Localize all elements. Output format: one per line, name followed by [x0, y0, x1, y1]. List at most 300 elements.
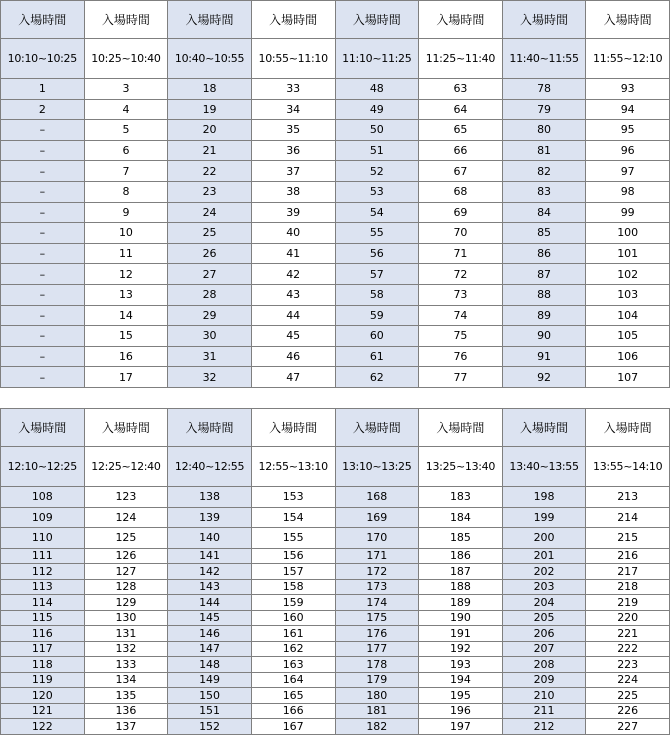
number-cell: 80 — [502, 120, 586, 141]
number-cell: 54 — [335, 202, 419, 223]
number-cell: 37 — [251, 161, 335, 182]
number-cell: – — [1, 140, 85, 161]
number-cell: 65 — [419, 120, 503, 141]
number-cell: 206 — [502, 626, 586, 642]
number-cell: 147 — [168, 641, 252, 657]
number-cell: 155 — [251, 528, 335, 549]
table-row — [1, 579, 670, 595]
number-cell: 205 — [502, 610, 586, 626]
number-cell: 135 — [84, 688, 168, 704]
number-cell: 69 — [419, 202, 503, 223]
number-cell: 216 — [586, 548, 670, 564]
number-cell: 116 — [1, 626, 85, 642]
number-cell: 90 — [502, 326, 586, 347]
number-cell: 152 — [168, 719, 252, 735]
number-cell: 120 — [1, 688, 85, 704]
number-cell: 163 — [251, 657, 335, 673]
time-slot-cell: 11:55~12:10 — [586, 39, 670, 79]
number-cell: 134 — [84, 672, 168, 688]
number-cell: 175 — [335, 610, 419, 626]
number-cell: 13 — [84, 284, 168, 305]
table-row — [1, 346, 670, 367]
number-cell: 204 — [502, 595, 586, 611]
number-cell: 36 — [251, 140, 335, 161]
number-cell: 108 — [1, 487, 85, 508]
number-cell: 128 — [84, 579, 168, 595]
header-cell: 入場時間 — [168, 409, 252, 447]
number-cell: – — [1, 223, 85, 244]
number-cell: 196 — [419, 703, 503, 719]
number-cell: 48 — [335, 79, 419, 100]
number-cell: 168 — [335, 487, 419, 508]
number-cell: 93 — [586, 79, 670, 100]
number-cell: 125 — [84, 528, 168, 549]
number-cell: 161 — [251, 626, 335, 642]
number-cell: 203 — [502, 579, 586, 595]
number-cell: 169 — [335, 507, 419, 528]
number-cell: 21 — [168, 140, 252, 161]
table-row — [1, 79, 670, 100]
header-cell: 入場時間 — [84, 409, 168, 447]
number-cell: 207 — [502, 641, 586, 657]
header-cell: 入場時間 — [502, 1, 586, 39]
number-cell: 51 — [335, 140, 419, 161]
number-cell: 186 — [419, 548, 503, 564]
number-cell: 117 — [1, 641, 85, 657]
number-cell: 121 — [1, 703, 85, 719]
number-cell: 164 — [251, 672, 335, 688]
table-row — [1, 264, 670, 285]
number-cell: 8 — [84, 181, 168, 202]
number-cell: – — [1, 305, 85, 326]
number-cell: 38 — [251, 181, 335, 202]
number-cell: 43 — [251, 284, 335, 305]
table-row — [1, 626, 670, 642]
header-cell: 入場時間 — [419, 409, 503, 447]
time-slot-cell: 12:10~12:25 — [1, 447, 85, 487]
number-cell: 45 — [251, 326, 335, 347]
number-cell: 98 — [586, 181, 670, 202]
number-cell: – — [1, 264, 85, 285]
number-cell: 136 — [84, 703, 168, 719]
header-cell: 入場時間 — [586, 1, 670, 39]
number-cell: 212 — [502, 719, 586, 735]
number-cell: 140 — [168, 528, 252, 549]
number-cell: 74 — [419, 305, 503, 326]
number-cell: 162 — [251, 641, 335, 657]
number-cell: 173 — [335, 579, 419, 595]
number-cell: 187 — [419, 564, 503, 580]
number-cell: 221 — [586, 626, 670, 642]
number-cell: 62 — [335, 367, 419, 388]
number-cell: 194 — [419, 672, 503, 688]
number-cell: 201 — [502, 548, 586, 564]
number-cell: 185 — [419, 528, 503, 549]
number-cell: 2 — [1, 99, 85, 120]
table-row — [1, 202, 670, 223]
number-cell: 124 — [84, 507, 168, 528]
number-cell: – — [1, 202, 85, 223]
number-cell: 127 — [84, 564, 168, 580]
header-cell: 入場時間 — [419, 1, 503, 39]
number-cell: 193 — [419, 657, 503, 673]
number-cell: 104 — [586, 305, 670, 326]
number-cell: 219 — [586, 595, 670, 611]
number-cell: 180 — [335, 688, 419, 704]
number-cell: 211 — [502, 703, 586, 719]
table-row — [1, 641, 670, 657]
number-cell: 214 — [586, 507, 670, 528]
number-cell: 56 — [335, 243, 419, 264]
number-cell: 91 — [502, 346, 586, 367]
table-row — [1, 120, 670, 141]
number-cell: 57 — [335, 264, 419, 285]
number-cell: 28 — [168, 284, 252, 305]
time-slot-cell: 11:25~11:40 — [419, 39, 503, 79]
number-cell: 15 — [84, 326, 168, 347]
table-row — [1, 181, 670, 202]
number-cell: 84 — [502, 202, 586, 223]
number-cell: 114 — [1, 595, 85, 611]
number-cell: 156 — [251, 548, 335, 564]
number-cell: 217 — [586, 564, 670, 580]
number-cell: 87 — [502, 264, 586, 285]
number-cell: 151 — [168, 703, 252, 719]
number-cell: 149 — [168, 672, 252, 688]
number-cell: 202 — [502, 564, 586, 580]
number-cell: 110 — [1, 528, 85, 549]
table-row — [1, 595, 670, 611]
number-cell: 160 — [251, 610, 335, 626]
number-cell: 32 — [168, 367, 252, 388]
table-row — [1, 610, 670, 626]
table-row — [1, 703, 670, 719]
number-cell: 109 — [1, 507, 85, 528]
number-cell: 150 — [168, 688, 252, 704]
number-cell: 18 — [168, 79, 252, 100]
number-cell: 95 — [586, 120, 670, 141]
header-cell: 入場時間 — [168, 1, 252, 39]
number-cell: 122 — [1, 719, 85, 735]
number-cell: 189 — [419, 595, 503, 611]
number-cell: 6 — [84, 140, 168, 161]
number-cell: 198 — [502, 487, 586, 508]
table-row — [1, 548, 670, 564]
entry-time-table-2 — [0, 408, 670, 735]
number-cell: 5 — [84, 120, 168, 141]
number-cell: 24 — [168, 202, 252, 223]
number-cell: – — [1, 181, 85, 202]
number-cell: 191 — [419, 626, 503, 642]
number-cell: 176 — [335, 626, 419, 642]
number-cell: 182 — [335, 719, 419, 735]
table-row — [1, 243, 670, 264]
number-cell: 55 — [335, 223, 419, 244]
number-cell: 52 — [335, 161, 419, 182]
number-cell: 181 — [335, 703, 419, 719]
table-row — [1, 99, 670, 120]
table-row — [1, 223, 670, 244]
header-cell: 入場時間 — [335, 409, 419, 447]
header-cell: 入場時間 — [502, 409, 586, 447]
time-slot-cell: 12:40~12:55 — [168, 447, 252, 487]
number-cell: – — [1, 243, 85, 264]
number-cell: – — [1, 161, 85, 182]
number-cell: 76 — [419, 346, 503, 367]
header-cell: 入場時間 — [335, 1, 419, 39]
number-cell: 67 — [419, 161, 503, 182]
time-slot-row — [1, 39, 670, 79]
number-cell: 33 — [251, 79, 335, 100]
number-cell: 103 — [586, 284, 670, 305]
number-cell: 213 — [586, 487, 670, 508]
number-cell: 227 — [586, 719, 670, 735]
number-cell: 31 — [168, 346, 252, 367]
number-cell: 123 — [84, 487, 168, 508]
header-cell: 入場時間 — [586, 409, 670, 447]
number-cell: 179 — [335, 672, 419, 688]
number-cell: 73 — [419, 284, 503, 305]
number-cell: 192 — [419, 641, 503, 657]
header-cell: 入場時間 — [1, 409, 85, 447]
header-cell: 入場時間 — [84, 1, 168, 39]
number-cell: 49 — [335, 99, 419, 120]
number-cell: 218 — [586, 579, 670, 595]
table-row — [1, 719, 670, 735]
table-row — [1, 688, 670, 704]
number-cell: 105 — [586, 326, 670, 347]
table-row — [1, 140, 670, 161]
number-cell: 159 — [251, 595, 335, 611]
number-cell: 224 — [586, 672, 670, 688]
number-cell: 9 — [84, 202, 168, 223]
number-cell: 200 — [502, 528, 586, 549]
number-cell: 129 — [84, 595, 168, 611]
number-cell: 119 — [1, 672, 85, 688]
number-cell: 70 — [419, 223, 503, 244]
number-cell: 12 — [84, 264, 168, 285]
number-cell: 78 — [502, 79, 586, 100]
table-row — [1, 657, 670, 673]
number-cell: – — [1, 284, 85, 305]
number-cell: 177 — [335, 641, 419, 657]
table-row — [1, 528, 670, 549]
number-cell: 35 — [251, 120, 335, 141]
number-cell: – — [1, 367, 85, 388]
header-row — [1, 1, 670, 39]
number-cell: 85 — [502, 223, 586, 244]
number-cell: 26 — [168, 243, 252, 264]
time-slot-cell: 12:55~13:10 — [251, 447, 335, 487]
number-cell: 106 — [586, 346, 670, 367]
number-cell: 167 — [251, 719, 335, 735]
number-cell: 133 — [84, 657, 168, 673]
time-slot-cell: 11:40~11:55 — [502, 39, 586, 79]
number-cell: 115 — [1, 610, 85, 626]
table-row — [1, 487, 670, 508]
table-row — [1, 367, 670, 388]
number-cell: 19 — [168, 99, 252, 120]
time-slot-cell: 10:10~10:25 — [1, 39, 85, 79]
number-cell: 63 — [419, 79, 503, 100]
number-cell: 226 — [586, 703, 670, 719]
number-cell: 174 — [335, 595, 419, 611]
time-slot-cell: 10:40~10:55 — [168, 39, 252, 79]
number-cell: 59 — [335, 305, 419, 326]
number-cell: 96 — [586, 140, 670, 161]
number-cell: 27 — [168, 264, 252, 285]
number-cell: 148 — [168, 657, 252, 673]
number-cell: 58 — [335, 284, 419, 305]
number-cell: 42 — [251, 264, 335, 285]
table-row — [1, 161, 670, 182]
number-cell: 143 — [168, 579, 252, 595]
number-cell: 130 — [84, 610, 168, 626]
number-cell: 118 — [1, 657, 85, 673]
number-cell: 208 — [502, 657, 586, 673]
number-cell: 29 — [168, 305, 252, 326]
number-cell: 7 — [84, 161, 168, 182]
table-row — [1, 305, 670, 326]
number-cell: 102 — [586, 264, 670, 285]
time-slot-cell: 11:10~11:25 — [335, 39, 419, 79]
number-cell: 145 — [168, 610, 252, 626]
table-row — [1, 672, 670, 688]
number-cell: 34 — [251, 99, 335, 120]
number-cell: 131 — [84, 626, 168, 642]
number-cell: 158 — [251, 579, 335, 595]
number-cell: 215 — [586, 528, 670, 549]
number-cell: 11 — [84, 243, 168, 264]
header-cell: 入場時間 — [1, 1, 85, 39]
number-cell: 79 — [502, 99, 586, 120]
number-cell: 197 — [419, 719, 503, 735]
number-cell: 44 — [251, 305, 335, 326]
number-cell: 71 — [419, 243, 503, 264]
number-cell: 154 — [251, 507, 335, 528]
number-cell: 77 — [419, 367, 503, 388]
number-cell: 60 — [335, 326, 419, 347]
number-cell: 64 — [419, 99, 503, 120]
number-cell: 97 — [586, 161, 670, 182]
time-slot-cell: 13:25~13:40 — [419, 447, 503, 487]
number-cell: 139 — [168, 507, 252, 528]
number-cell: 4 — [84, 99, 168, 120]
number-cell: 25 — [168, 223, 252, 244]
number-cell: 61 — [335, 346, 419, 367]
number-cell: 166 — [251, 703, 335, 719]
number-cell: 209 — [502, 672, 586, 688]
number-cell: 137 — [84, 719, 168, 735]
number-cell: 210 — [502, 688, 586, 704]
number-cell: 41 — [251, 243, 335, 264]
number-cell: 66 — [419, 140, 503, 161]
number-cell: 100 — [586, 223, 670, 244]
number-cell: 92 — [502, 367, 586, 388]
number-cell: 184 — [419, 507, 503, 528]
time-slot-row — [1, 447, 670, 487]
number-cell: 83 — [502, 181, 586, 202]
number-cell: 17 — [84, 367, 168, 388]
number-cell: – — [1, 346, 85, 367]
number-cell: 22 — [168, 161, 252, 182]
number-cell: 88 — [502, 284, 586, 305]
time-slot-cell: 13:55~14:10 — [586, 447, 670, 487]
number-cell: 141 — [168, 548, 252, 564]
number-cell: 86 — [502, 243, 586, 264]
number-cell: 20 — [168, 120, 252, 141]
number-cell: 138 — [168, 487, 252, 508]
number-cell: 89 — [502, 305, 586, 326]
number-cell: 1 — [1, 79, 85, 100]
number-cell: 126 — [84, 548, 168, 564]
number-cell: 220 — [586, 610, 670, 626]
number-cell: 82 — [502, 161, 586, 182]
number-cell: 153 — [251, 487, 335, 508]
number-cell: 94 — [586, 99, 670, 120]
number-cell: 183 — [419, 487, 503, 508]
number-cell: 113 — [1, 579, 85, 595]
table-row — [1, 507, 670, 528]
number-cell: 190 — [419, 610, 503, 626]
number-cell: 171 — [335, 548, 419, 564]
number-cell: 111 — [1, 548, 85, 564]
number-cell: – — [1, 120, 85, 141]
number-cell: 170 — [335, 528, 419, 549]
number-cell: 3 — [84, 79, 168, 100]
time-slot-cell: 13:40~13:55 — [502, 447, 586, 487]
number-cell: 14 — [84, 305, 168, 326]
number-cell: 50 — [335, 120, 419, 141]
number-cell: 23 — [168, 181, 252, 202]
number-cell: 16 — [84, 346, 168, 367]
number-cell: 222 — [586, 641, 670, 657]
header-cell: 入場時間 — [251, 409, 335, 447]
number-cell: 146 — [168, 626, 252, 642]
number-cell: 99 — [586, 202, 670, 223]
number-cell: 132 — [84, 641, 168, 657]
number-cell: 142 — [168, 564, 252, 580]
number-cell: 72 — [419, 264, 503, 285]
number-cell: 39 — [251, 202, 335, 223]
number-cell: 188 — [419, 579, 503, 595]
number-cell: 107 — [586, 367, 670, 388]
number-cell: 165 — [251, 688, 335, 704]
number-cell: 47 — [251, 367, 335, 388]
time-slot-cell: 12:25~12:40 — [84, 447, 168, 487]
time-slot-cell: 13:10~13:25 — [335, 447, 419, 487]
time-slot-cell: 10:25~10:40 — [84, 39, 168, 79]
number-cell: 199 — [502, 507, 586, 528]
number-cell: 195 — [419, 688, 503, 704]
number-cell: 30 — [168, 326, 252, 347]
table-row — [1, 564, 670, 580]
number-cell: 75 — [419, 326, 503, 347]
number-cell: 81 — [502, 140, 586, 161]
number-cell: – — [1, 326, 85, 347]
number-cell: 10 — [84, 223, 168, 244]
number-cell: 225 — [586, 688, 670, 704]
number-cell: 223 — [586, 657, 670, 673]
number-cell: 46 — [251, 346, 335, 367]
table-row — [1, 284, 670, 305]
table-row — [1, 326, 670, 347]
number-cell: 68 — [419, 181, 503, 202]
number-cell: 178 — [335, 657, 419, 673]
number-cell: 144 — [168, 595, 252, 611]
number-cell: 112 — [1, 564, 85, 580]
number-cell: 40 — [251, 223, 335, 244]
